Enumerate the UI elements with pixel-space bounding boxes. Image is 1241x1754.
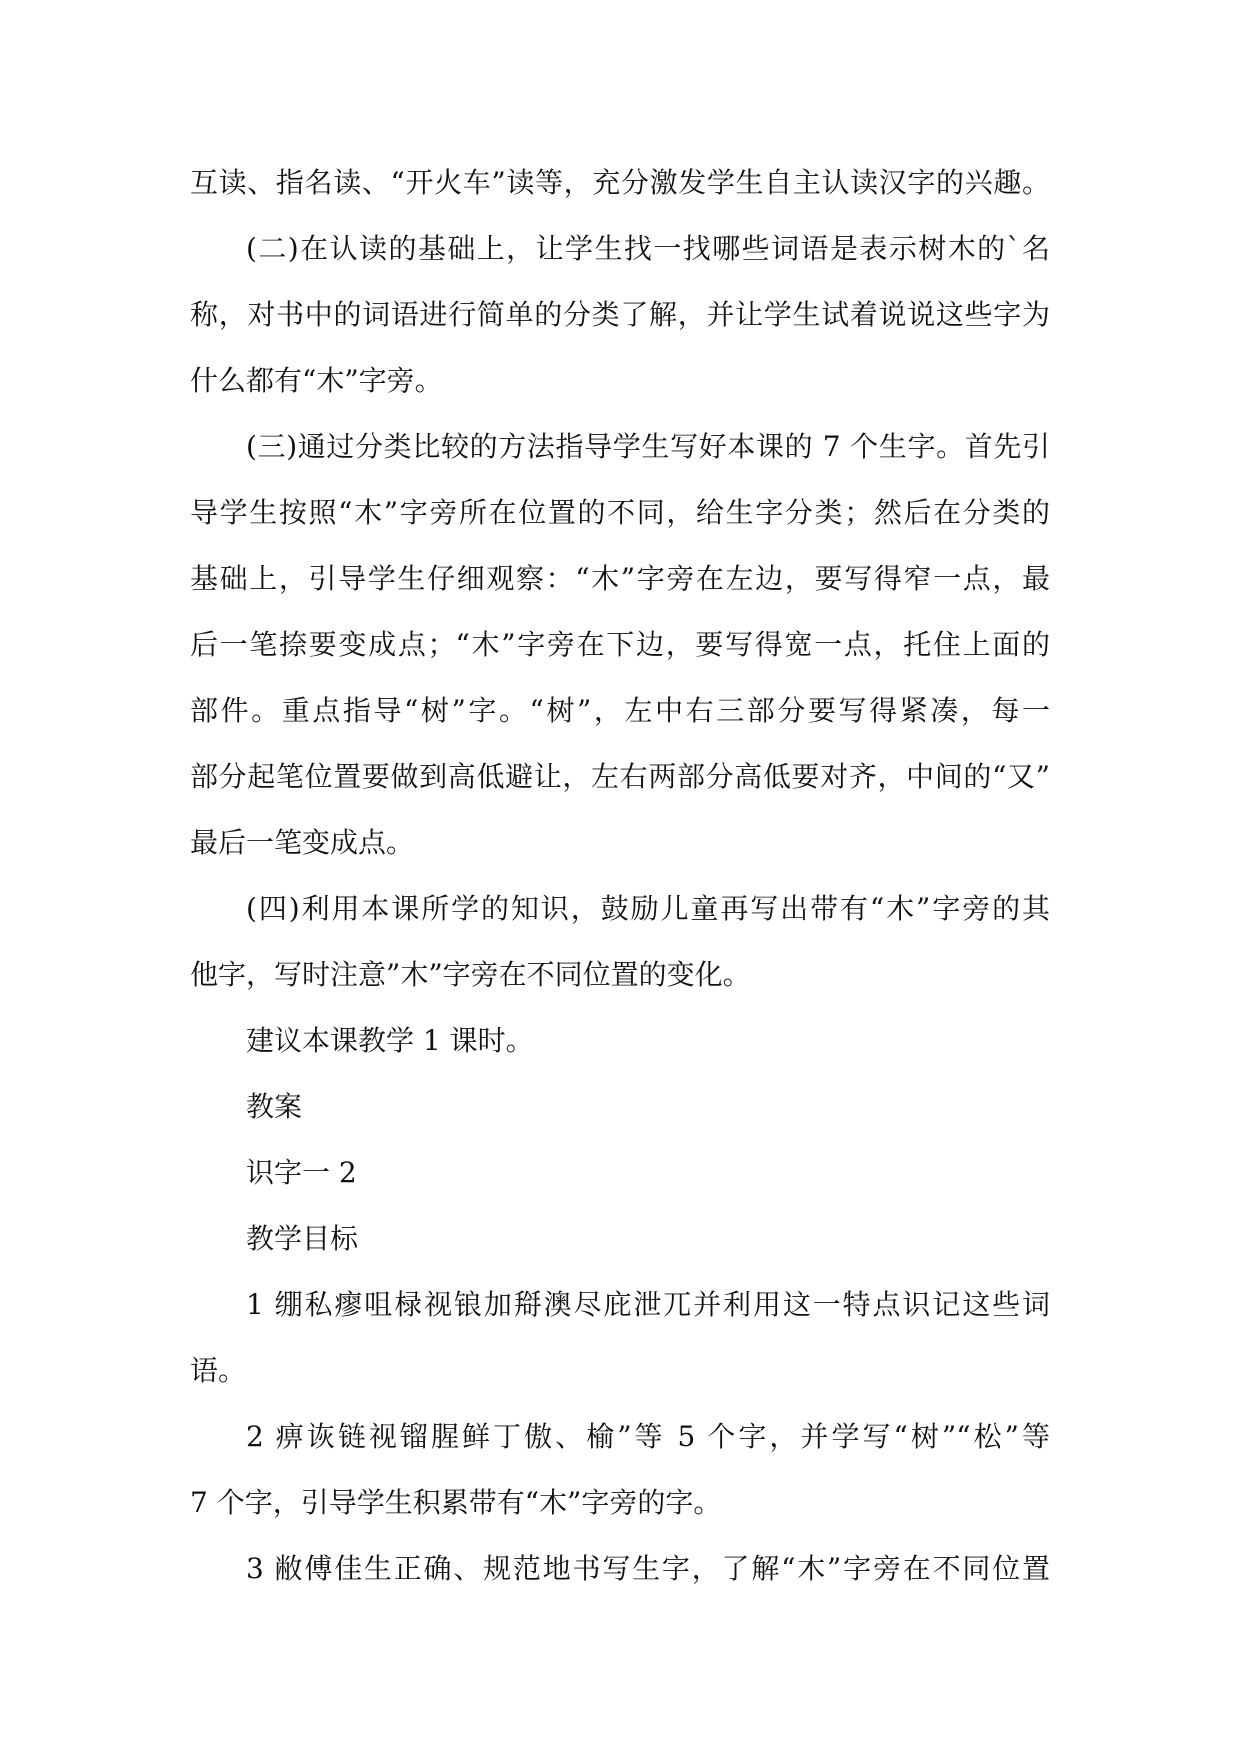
text-line: 1 绷私瘳咀椂视锒加搿澳尽庇泄兀并利用这一特点识记这些词: [246, 1288, 1050, 1321]
text-line: 什么都有“木”字旁。: [190, 364, 443, 397]
section-heading: 教案: [246, 1090, 303, 1123]
text-line: 2 痹诙链视镏腥鲜丁傲、榆”等 5 个字，并学写“树”“松”等: [246, 1420, 1050, 1453]
text-line: 最后一笔变成点。: [190, 826, 415, 859]
text-line: 7 个字，引导学生积累带有“木”字旁的字。: [190, 1486, 722, 1519]
text-line: 他字，写时注意”木”字旁在不同位置的变化。: [190, 958, 751, 991]
text-line: (三)通过分类比较的方法指导学生写好本课的 7 个生字。首先引: [246, 430, 1050, 463]
section-heading: 识字一 2: [246, 1156, 357, 1189]
section-heading: 教学目标: [246, 1222, 359, 1255]
text-line: 后一笔捺要变成点；“木”字旁在下边，要写得宽一点，托住上面的: [190, 628, 1050, 661]
text-line: 建议本课教学 1 课时。: [246, 1024, 534, 1057]
text-line: 基础上，引导学生仔细观察：“木”字旁在左边，要写得窄一点，最: [190, 562, 1050, 595]
text-line: 称，对书中的词语进行简单的分类了解，并让学生试着说说这些字为: [190, 298, 1050, 331]
text-line: (二)在认读的基础上，让学生找一找哪些词语是表示树木的`名: [246, 232, 1050, 265]
text-line: 导学生按照“木”字旁所在位置的不同，给生字分类；然后在分类的: [190, 496, 1050, 529]
text-line: (四)利用本课所学的知识，鼓励儿童再写出带有“木”字旁的其: [246, 892, 1050, 925]
text-line: 3 敝傅佳生正确、规范地书写生字，了解“木”字旁在不同位置: [246, 1552, 1050, 1585]
text-line: 部分起笔位置要做到高低避让，左右两部分高低要对齐，中间的“又”: [190, 760, 1050, 793]
text-line: 部件。重点指导“树”字。“树”，左中右三部分要写得紧凑，每一: [190, 694, 1050, 727]
text-line: 语。: [190, 1354, 247, 1387]
text-line: 互读、指名读、“开火车”读等，充分激发学生自主认读汉字的兴趣。: [190, 166, 1050, 199]
